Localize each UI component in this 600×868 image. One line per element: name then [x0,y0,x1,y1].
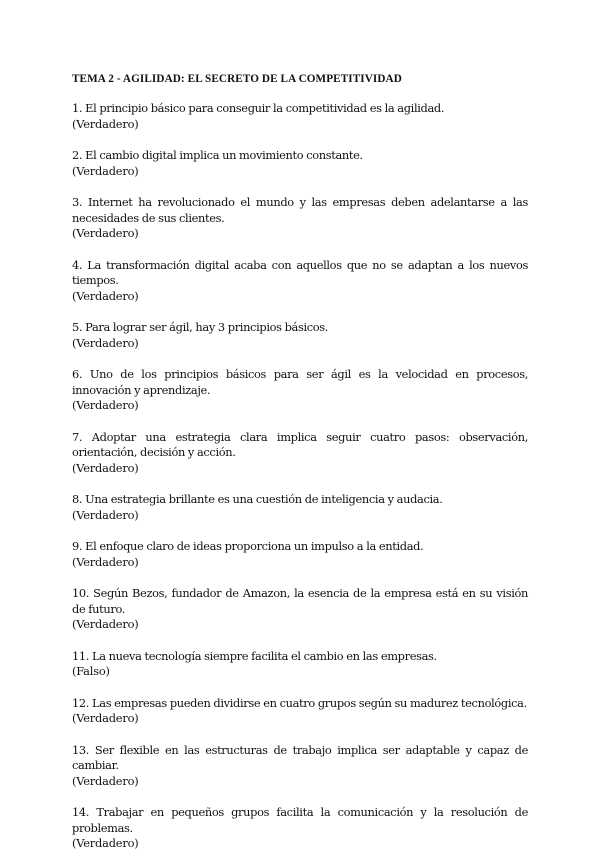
question-answer: (Verdadero) [72,398,139,412]
question-text: 6. Uno de los principios básicos para ser ágil es la velocidad en procesos, innovación y aprendizaje. [72,367,528,397]
question-text: 2. El cambio digital implica un movimiento constante. [72,148,363,162]
question-text: 7. Adoptar una estrategia clara implica seguir cuatro pasos: observación, orientación, decisión y acción. [72,429,528,459]
question-answer: (Verdadero) [72,460,139,475]
question-answer: (Falso) [72,664,110,678]
question-item-5 [72,320,528,351]
question-item-1 [72,101,528,132]
question-text: 8. Una estrategia brillante es una cuestión de inteligencia y audacia. [72,492,443,506]
question-answer: (Verdadero) [72,711,139,725]
question-item-4 [72,258,528,305]
question-text: 3. Internet ha revolucionado el mundo y las empresas deben adelantarse a las necesidades de sus clientes. [72,195,528,225]
question-item-8 [72,492,528,523]
question-list [72,101,528,852]
question-item-3 [72,195,528,242]
question-answer: (Verdadero) [72,836,139,850]
question-item-9 [72,539,528,570]
question-item-2 [72,148,528,179]
question-text: 11. La nueva tecnología siempre facilita el cambio en las empresas. [72,648,437,663]
question-item-12 [72,696,528,727]
question-answer: (Verdadero) [72,226,139,240]
question-answer: (Verdadero) [72,163,139,178]
question-answer: (Verdadero) [72,617,139,631]
question-text: 12. Las empresas pueden dividirse en cuatro grupos según su madurez tecnológica. [72,695,527,710]
question-answer: (Verdadero) [72,773,139,788]
question-text: 10. Según Bezos, fundador de Amazon, la esencia de la empresa está en su visión de futuro. [72,586,528,616]
question-text: 1. El principio básico para conseguir la competitividad es la agilidad. [72,101,445,115]
question-text: 14. Trabajar en pequeños grupos facilita la comunicación y la resolución de problemas. [72,805,528,835]
question-answer: (Verdadero) [72,116,139,131]
question-text: 4. La transformación digital acaba con aquellos que no se adaptan a los nuevos tiempos. [72,257,528,287]
document-page [72,72,528,868]
question-item-13 [72,743,528,790]
question-text: 5. Para lograr ser ágil, hay 3 principios básicos. [72,320,329,334]
question-text: 9. El enfoque claro de ideas proporciona un impulso a la entidad. [72,539,424,553]
question-text: 13. Ser flexible en las estructuras de trabajo implica ser adaptable y capaz de cambiar. [72,742,528,772]
question-answer: (Verdadero) [72,335,139,350]
question-item-10 [72,586,528,633]
question-answer: (Verdadero) [72,554,139,569]
question-item-6 [72,367,528,414]
question-item-11 [72,649,528,680]
question-answer: (Verdadero) [72,507,139,522]
document-title: TEMA 2 - AGILIDAD: EL SECRETO DE LA COMPETITIVIDAD [72,73,402,85]
question-item-14 [72,805,528,852]
question-answer: (Verdadero) [72,288,139,303]
question-item-7 [72,430,528,477]
